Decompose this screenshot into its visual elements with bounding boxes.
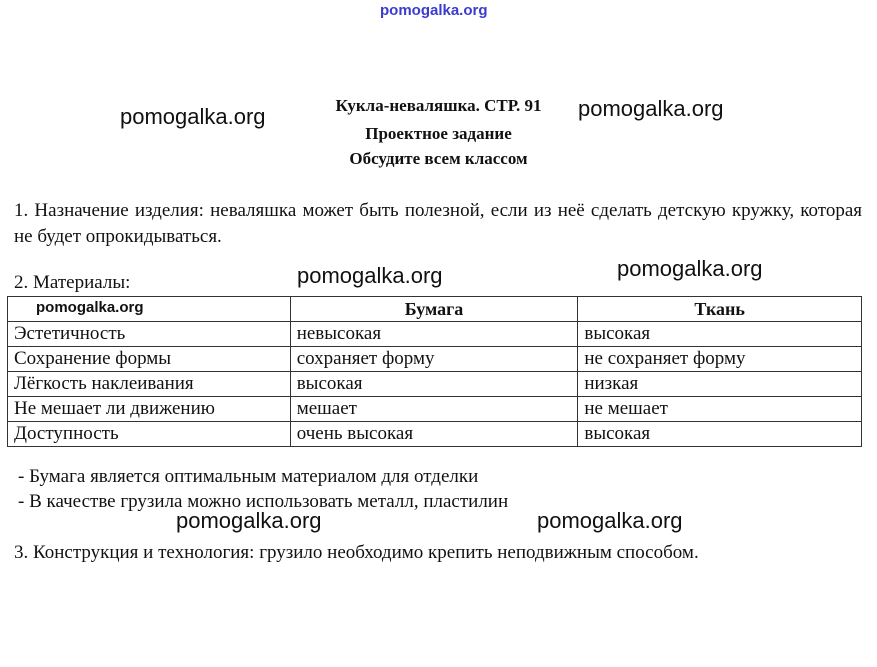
table-cell: высокая — [578, 422, 862, 447]
watermark: pomogalka.org — [176, 508, 322, 533]
table-cell: Эстетичность — [8, 322, 291, 347]
page-title: Кукла-неваляшка. СТР. 91 — [335, 96, 542, 115]
table-cell: не мешает — [578, 397, 862, 422]
table-cell: сохраняет форму — [290, 347, 578, 372]
table-cell: высокая — [578, 322, 862, 347]
section-materials-label: 2. Материалы: — [14, 272, 131, 293]
section-purpose: 1. Назначение изделия: неваляшка может быть полезной, если из неё сделать детскую кружку, которая не будет опрокидываться. — [14, 200, 862, 247]
table-row — [8, 347, 862, 372]
table-header-cell: Ткань — [578, 297, 862, 322]
section-construction: 3. Конструкция и технология: грузило необходимо крепить неподвижным способом. — [14, 542, 699, 563]
table-header-cell: Бумага — [290, 297, 578, 322]
table-row — [8, 322, 862, 347]
table-cell: очень высокая — [290, 422, 578, 447]
table-cell: Не мешает ли движению — [8, 397, 291, 422]
table-cell: высокая — [290, 372, 578, 397]
page-subtitle-2: Обсудите всем классом — [349, 149, 528, 168]
page-subtitle: Проектное задание — [365, 124, 512, 143]
table-cell: невысокая — [290, 322, 578, 347]
watermark-top: pomogalka.org — [380, 2, 488, 19]
table-cell: Лёгкость наклеивания — [8, 372, 291, 397]
note-line: - Бумага является оптимальным материалом для отделки — [18, 466, 479, 487]
table-cell: Сохранение формы — [8, 347, 291, 372]
table-cell: мешает — [290, 397, 578, 422]
table-row — [8, 422, 862, 447]
note-line: - В качестве грузила можно использовать металл, пластилин — [18, 491, 509, 512]
table-row — [8, 372, 862, 397]
table-row — [8, 397, 862, 422]
table-cell: не сохраняет форму — [578, 347, 862, 372]
watermark: pomogalka.org — [36, 299, 144, 316]
table-cell: Доступность — [8, 422, 291, 447]
watermark: pomogalka.org — [617, 256, 763, 281]
watermark: pomogalka.org — [120, 104, 266, 129]
watermark: pomogalka.org — [578, 96, 724, 121]
table-cell: низкая — [578, 372, 862, 397]
watermark: pomogalka.org — [297, 263, 443, 288]
materials-table — [7, 296, 862, 447]
watermark: pomogalka.org — [537, 508, 683, 533]
